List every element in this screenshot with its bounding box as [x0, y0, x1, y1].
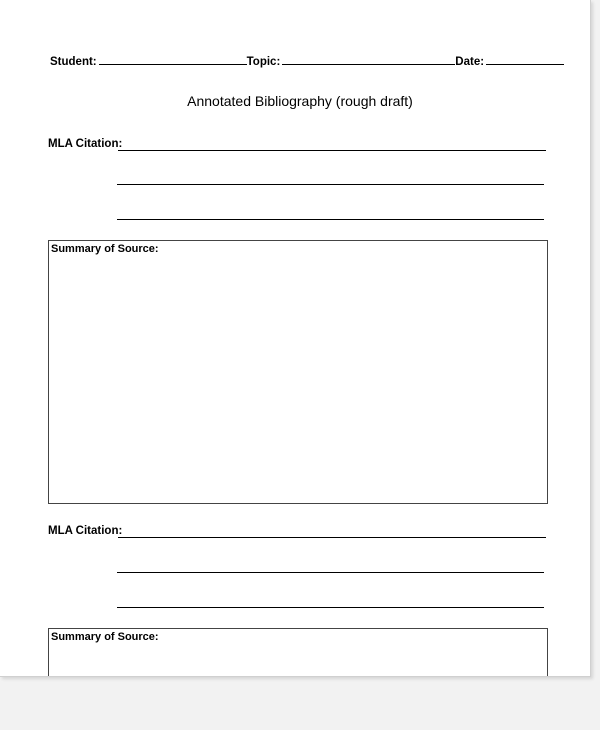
topic-label: Topic:	[246, 56, 281, 68]
summary-box[interactable]	[48, 240, 548, 504]
summary-label: Summary of Source:	[51, 631, 159, 643]
header-row	[50, 56, 564, 68]
citation-line-1[interactable]	[118, 150, 546, 151]
summary-box[interactable]	[48, 628, 548, 677]
date-label: Date:	[455, 56, 485, 68]
citation-line-3[interactable]	[117, 219, 544, 220]
citation-line-2[interactable]	[117, 184, 544, 185]
summary-label: Summary of Source:	[51, 243, 159, 255]
topic-field[interactable]	[282, 64, 455, 65]
citation-line-2[interactable]	[117, 572, 544, 573]
mla-citation-label: MLA Citation:	[48, 138, 123, 150]
student-label: Student:	[50, 56, 97, 68]
page-title: Annotated Bibliography (rough draft)	[187, 93, 413, 109]
date-field[interactable]	[486, 64, 564, 65]
citation-line-3[interactable]	[117, 607, 544, 608]
citation-line-1[interactable]	[118, 537, 546, 538]
student-field[interactable]	[99, 64, 247, 65]
mla-citation-label: MLA Citation:	[48, 525, 123, 537]
